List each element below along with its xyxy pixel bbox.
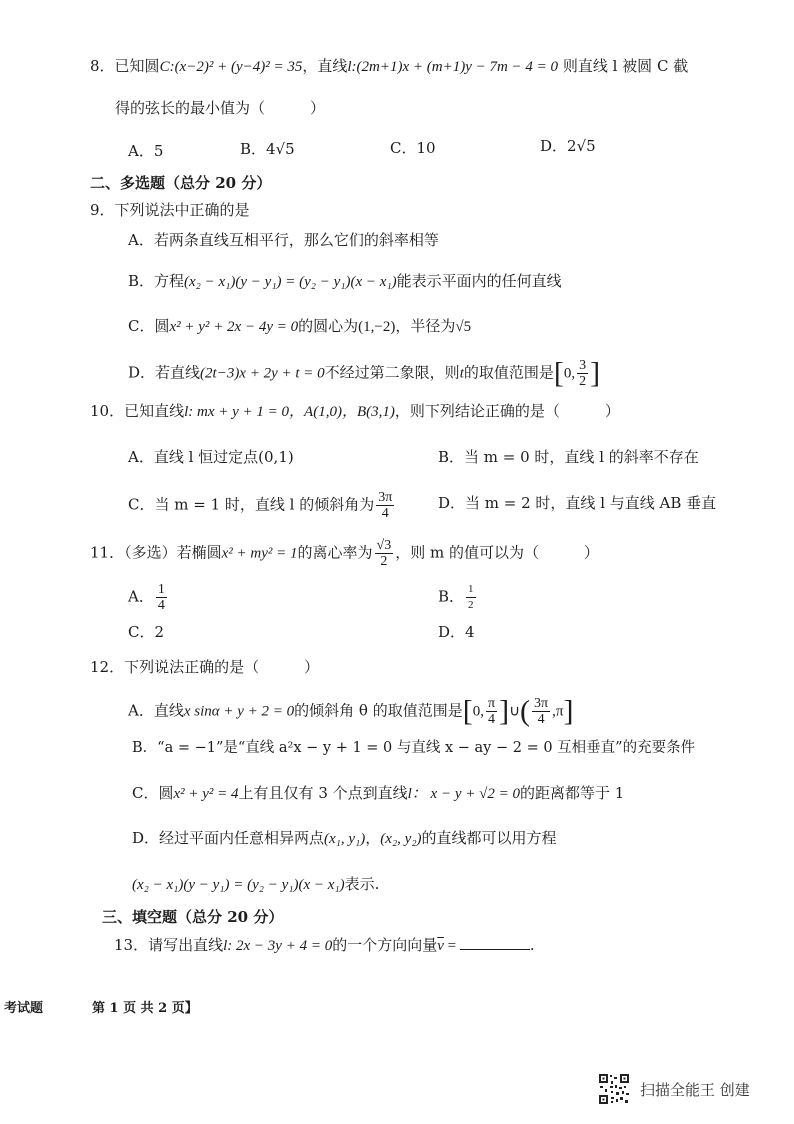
q12-d-end: 表示. bbox=[344, 875, 380, 893]
q13-end: . bbox=[529, 936, 535, 954]
q11-a-fraction bbox=[156, 582, 167, 613]
q12-d-post: 的直线都可以用方程 bbox=[421, 829, 557, 847]
q13-answer-blank[interactable] bbox=[460, 935, 530, 950]
q9-d-mid: 不经过第二象限，则 bbox=[324, 363, 460, 382]
q10-option-c bbox=[128, 490, 396, 521]
q12-a-r2-num: 3π bbox=[534, 696, 549, 711]
q10-c-frac-den: 4 bbox=[381, 506, 389, 521]
q8-option-c: C．10 bbox=[390, 139, 436, 157]
q12-c-post: 的距离都等于 1 bbox=[519, 784, 625, 802]
q9-stem-text: 下列说法中正确的是 bbox=[114, 201, 250, 219]
q12-d-point2: (x₂, y₂) bbox=[380, 831, 422, 847]
q12-a-mid: 的倾斜角 θ 的取值范围是 bbox=[294, 701, 463, 720]
q12-a-r1-fraction bbox=[486, 696, 497, 727]
q11-stem-mid: 的离心率为 bbox=[297, 543, 373, 562]
footer-left: 考试题 bbox=[4, 1001, 44, 1016]
q11-stem-pre: （多选）若椭圆 bbox=[124, 543, 222, 562]
q9-c-mid: 的圆心为 bbox=[298, 317, 359, 335]
q12-a-r1-den: 4 bbox=[488, 712, 496, 727]
q11-stem bbox=[90, 538, 599, 569]
q9-d-frac-num: 3 bbox=[579, 358, 587, 373]
q10-number: 10． bbox=[90, 402, 125, 420]
q10-option-a: A．直线 l 恒过定点(0,1) bbox=[128, 448, 294, 466]
q10-line-eq: l: mx + y + 1 = 0 bbox=[184, 404, 290, 420]
q11-b-label: B． bbox=[438, 587, 465, 606]
q8-option-b: B．4√5 bbox=[240, 140, 295, 158]
q11-a-label: A． bbox=[128, 587, 154, 606]
q11-b-den: 2 bbox=[468, 599, 474, 611]
q12-a-eq: x sinα + y + 2 = 0 bbox=[183, 703, 295, 720]
section-heading-multi-choice: 二、多选题（总分 20 分） bbox=[90, 174, 272, 192]
q12-d-comma: ， bbox=[365, 829, 381, 847]
q12-c-mid: 上有且仅有 3 个点到直线 bbox=[238, 784, 408, 802]
q12-d-pre: D．经过平面内任意相异两点 bbox=[132, 829, 325, 847]
q9-b-post: 能表示平面内的任何直线 bbox=[396, 272, 562, 290]
q8-option-d: D．2√5 bbox=[540, 137, 596, 155]
q10-stem-pre: 已知直线 bbox=[124, 402, 185, 420]
q9-b-pre: B．方程 bbox=[128, 272, 185, 290]
q12-c-eq: x² + y² = 4 bbox=[173, 786, 239, 802]
q12-c-pre: C．圆 bbox=[132, 784, 174, 802]
q9-d-eq: (2t−3)x + 2y + t = 0 bbox=[200, 365, 325, 382]
q9-option-c bbox=[128, 315, 471, 338]
q11-stem-post: ，则 m 的值可以为（ ） bbox=[395, 543, 599, 562]
footer-page-number: 第 1 页 共 2 页】 bbox=[92, 1001, 198, 1016]
q10-points: ，A(1,0)，B(3,1) bbox=[289, 404, 395, 420]
q11-option-a bbox=[128, 582, 169, 613]
q9-option-d bbox=[128, 358, 600, 389]
q10-stem bbox=[90, 400, 620, 423]
q9-number: 9． bbox=[90, 201, 115, 219]
paren-left: ( bbox=[520, 694, 531, 728]
q11-option-d: D．4 bbox=[438, 623, 475, 641]
q12-c-line: l： x − y + √2 = 0 bbox=[407, 786, 520, 802]
q12-a-r1-left: 0, bbox=[472, 703, 484, 720]
q12-a-r2-right: ,π bbox=[552, 703, 564, 720]
q11-e-den: 2 bbox=[380, 554, 388, 569]
bracket-right: ] bbox=[590, 356, 601, 390]
q9-c-pre: C．圆 bbox=[128, 317, 170, 335]
bracket-left: [ bbox=[553, 356, 564, 390]
q8-stem-d: 得的弦长的最小值为（ ） bbox=[115, 99, 326, 117]
q13-vector: $\overline{v}$ bbox=[437, 938, 444, 954]
q13-eq-sign: = bbox=[443, 938, 460, 954]
q11-option-c: C．2 bbox=[128, 623, 165, 641]
qr-code-icon bbox=[598, 1073, 630, 1105]
q8-line2 bbox=[115, 97, 325, 119]
q9-d-fraction bbox=[577, 358, 588, 389]
bracket-right: ] bbox=[563, 694, 574, 728]
q12-d-point1: (x₁, y₁) bbox=[324, 831, 366, 847]
q12-a-r2-fraction bbox=[532, 696, 550, 727]
q8-line-eq: l:(2m+1)x + (m+1)y − 7m − 4 = 0 bbox=[347, 59, 559, 75]
q9-d-t: t bbox=[459, 365, 464, 382]
q9-c-center: (1,−2) bbox=[358, 319, 396, 335]
q12-a-r2-den: 4 bbox=[537, 712, 545, 727]
q9-stem bbox=[90, 199, 250, 221]
q11-b-num: 1 bbox=[466, 582, 476, 598]
bracket-left: [ bbox=[462, 694, 473, 728]
bracket-right: ] bbox=[499, 694, 510, 728]
scanner-watermark-text: 扫描全能王 创建 bbox=[640, 1081, 750, 1099]
q13-number: 13． bbox=[114, 936, 149, 954]
q9-b-eq: (x₂ − x₁)(y − y₁) = (y₂ − y₁)(x − x₁) bbox=[184, 274, 397, 290]
q9-c-radius: √5 bbox=[455, 319, 472, 335]
q10-stem-post: ，则下列结论正确的是（ ） bbox=[394, 402, 620, 420]
q12-option-d-cont bbox=[132, 873, 379, 896]
q13-stem-pre: 请写出直线 bbox=[148, 936, 224, 954]
q11-option-b bbox=[438, 582, 478, 613]
q12-option-b: B．“a = −1”是“直线 a²x − y + 1 = 0 与直线 x − ay − 2 = 0 互相垂直”的充要条件 bbox=[132, 740, 696, 756]
q10-c-frac-num: 3π bbox=[378, 490, 393, 505]
q13-stem-mid: 的一个方向向量 bbox=[332, 936, 438, 954]
q10-c-fraction bbox=[376, 490, 394, 521]
q8-number: 8． bbox=[90, 57, 115, 75]
q9-option-a: A．若两条直线互相平行，那么它们的斜率相等 bbox=[128, 231, 439, 249]
q9-d-pre: D．若直线 bbox=[128, 363, 201, 382]
q12-a-r1-num: π bbox=[487, 696, 496, 711]
q8-circle-eq: C:(x−2)² + (y−4)² = 35 bbox=[159, 59, 303, 75]
q9-d-post: 的取值范围是 bbox=[463, 363, 554, 382]
q9-d-range-left: 0, bbox=[563, 365, 576, 382]
q12-option-a bbox=[128, 696, 573, 727]
q10-c-pre: C．当 m = 1 时，直线 l 的倾斜角为 bbox=[128, 495, 375, 514]
q11-ellipse-eq: x² + my² = 1 bbox=[221, 545, 298, 562]
q10-option-d: D．当 m = 2 时，直线 l 与直线 AB 垂直 bbox=[438, 494, 717, 512]
q9-d-frac-den: 2 bbox=[579, 374, 587, 389]
q11-number: 11． bbox=[90, 543, 125, 562]
q13-stem bbox=[114, 934, 535, 957]
q11-a-den: 4 bbox=[157, 598, 165, 613]
q12-option-c bbox=[132, 782, 624, 805]
q8-stem-c: 则直线 l 被圆 C 截 bbox=[562, 57, 689, 75]
q12-a-union: ∪ bbox=[509, 703, 521, 720]
q12-number: 12． bbox=[90, 658, 125, 676]
q9-c-eq: x² + y² + 2x − 4y = 0 bbox=[169, 319, 299, 335]
q12-a-pre: A．直线 bbox=[128, 701, 184, 720]
q11-b-fraction bbox=[466, 582, 476, 613]
q8-option-a: A．5 bbox=[128, 142, 164, 160]
q11-a-num: 1 bbox=[157, 582, 165, 597]
q9-c-post: ，半径为 bbox=[395, 317, 456, 335]
q9-option-b bbox=[128, 270, 562, 293]
q11-e-num: √3 bbox=[376, 538, 392, 553]
q12-option-d bbox=[132, 827, 557, 850]
q12-d-eq: (x₂ − x₁)(y − y₁) = (y₂ − y₁)(x − x₁) bbox=[132, 877, 345, 893]
q12-stem-text: 下列说法正确的是（ ） bbox=[124, 658, 320, 676]
q12-stem bbox=[90, 656, 319, 678]
q8-stem-b: ，直线 bbox=[302, 57, 348, 75]
q10-option-b: B．当 m = 0 时，直线 l 的斜率不存在 bbox=[438, 448, 699, 466]
q11-eccentricity-fraction bbox=[375, 538, 394, 569]
q13-line-eq: l: 2x − 3y + 4 = 0 bbox=[223, 938, 333, 954]
q8-stem-a: 已知圆 bbox=[114, 57, 160, 75]
q8-line1 bbox=[90, 55, 688, 78]
section-heading-fill-in: 三、填空题（总分 20 分） bbox=[102, 908, 284, 926]
